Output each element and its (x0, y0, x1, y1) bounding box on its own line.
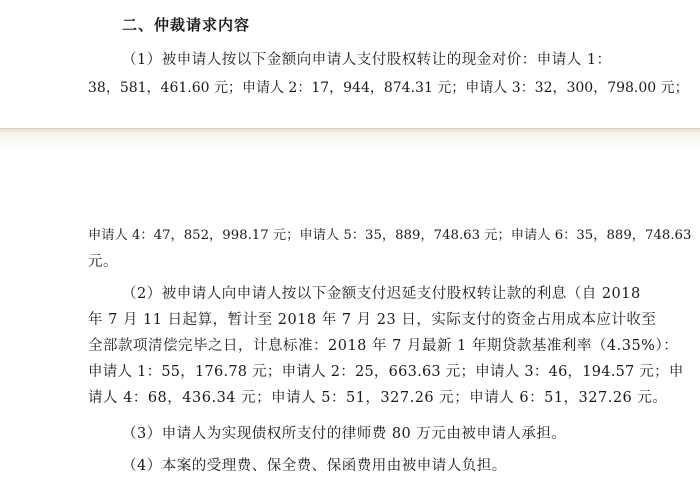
document-page-top (0, 0, 700, 128)
claim-2-line-4: 申请人 1：55，176.78 元；申请人 2：25，663.63 元；申请人 3：46，194.57 元；申 (88, 364, 684, 380)
claim-2-line-5: 请人 4：68，436.34 元；申请人 5：51，327.26 元；申请人 6：51，327.26 元。 (88, 390, 668, 406)
claim-1-line-1: （1）被申请人按以下金额向申请人支付股权转让的现金对价：申请人 1： (122, 52, 612, 68)
claim-1-line-4: 元。 (88, 254, 118, 270)
document-page-bottom (0, 148, 700, 484)
section-heading: 二、仲裁请求内容 (122, 16, 251, 34)
claim-2-line-1: （2）被申请人向申请人按以下金额支付迟延支付股权转让款的利息（自 2018 (122, 286, 641, 302)
claim-2-line-2: 年 7 月 11 日起算，暂计至 2018 年 7 月 23 日，实际支付的资金占用成本应计收至 (88, 312, 657, 328)
claim-3: （3）申请人为实现债权所支付的律师费 80 万元由被申请人承担。 (122, 426, 567, 442)
claim-1-line-3: 申请人 4：47，852，998.17 元；申请人 5：35，889，748.63 元；申请人 6：35，889，748.63 (88, 228, 692, 243)
claim-4: （4）本案的受理费、保全费、保函费用由被申请人负担。 (122, 458, 507, 474)
claim-1-line-2: 38，581，461.60 元；申请人 2：17，944，874.31 元；申请人 3：32，300，798.00 元； (88, 80, 689, 96)
page-separator (0, 128, 700, 149)
claim-2-line-3: 全部款项清偿完毕之日，计息标准：2018 年 7 月最新 1 年期贷款基准利率（4.35%）： (88, 338, 679, 354)
